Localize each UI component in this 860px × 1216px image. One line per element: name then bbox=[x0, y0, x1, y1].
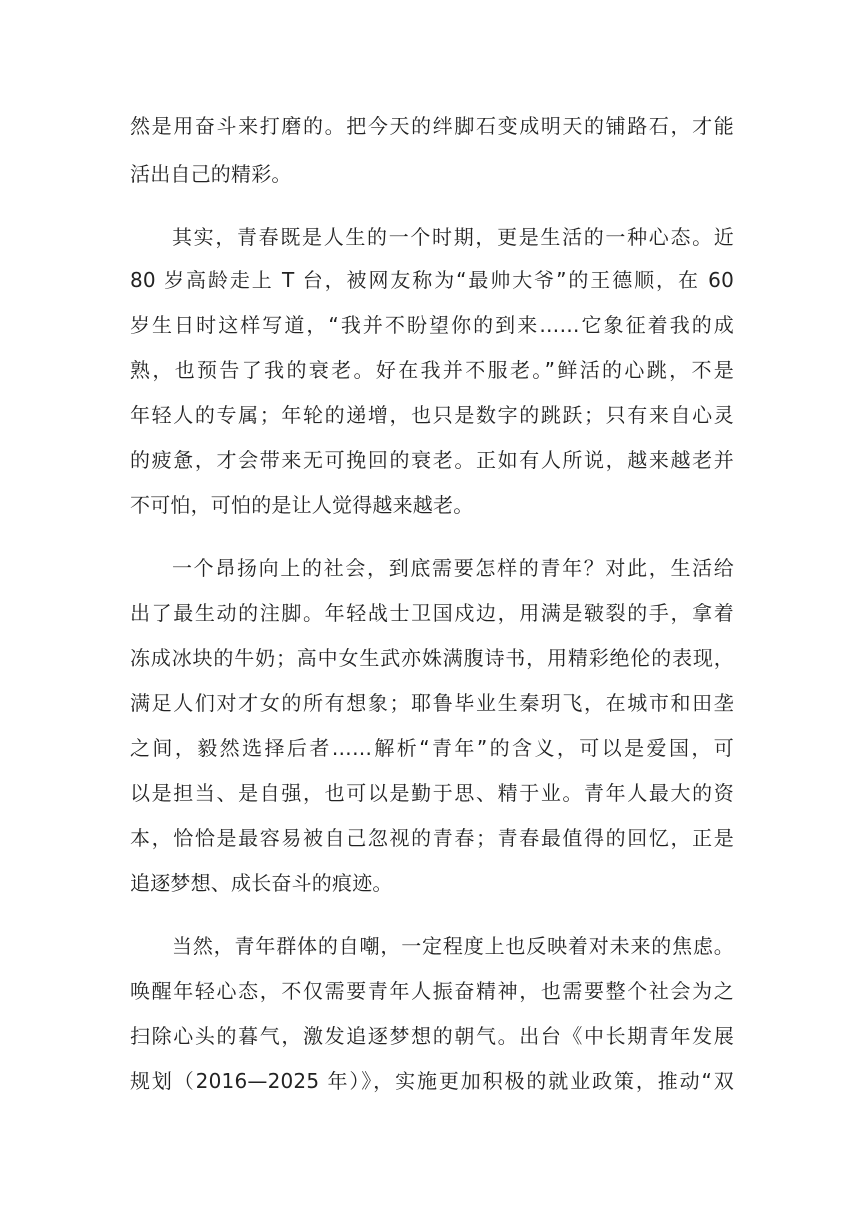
text-line: 满足人们对才女的所有想象；耶鲁毕业生秦玥飞，在城市和田垄 bbox=[130, 691, 734, 715]
text-line: 扫除心头的暮气，激发追逐梦想的朝气。出台《中长期青年发展 bbox=[130, 1024, 734, 1048]
text-line: 然是用奋斗来打磨的。把今天的绊脚石变成明天的铺路石，才能 bbox=[130, 114, 734, 138]
text-line: 冻成冰块的牛奶；高中女生武亦姝满腹诗书，用精彩绝伦的表现， bbox=[130, 646, 734, 670]
text-line: 的疲惫，才会带来无可挽回的衰老。正如有人所说，越来越老并 bbox=[130, 448, 734, 472]
text-line: 本，恰恰是最容易被自己忽视的青春；青春最值得的回忆，正是 bbox=[130, 826, 734, 850]
text-line: 以是担当、是自强，也可以是勤于思、精于业。青年人最大的资 bbox=[130, 781, 734, 805]
text-line: 年轻人的专属；年轮的递增，也只是数字的跳跃；只有来自心灵 bbox=[130, 403, 734, 427]
text-line: 熟，也预告了我的衰老。好在我并不服老。”鲜活的心跳，不是 bbox=[130, 358, 734, 382]
text-line: 追逐梦想、成长奋斗的痕迹。 bbox=[130, 871, 393, 895]
text-line: 80 岁高龄走上 T 台，被网友称为“最帅大爷”的王德顺，在 60 bbox=[130, 268, 734, 292]
text-line: 出了最生动的注脚。年轻战士卫国戍边，用满是皲裂的手，拿着 bbox=[130, 601, 734, 625]
text-line: 活出自己的精彩。 bbox=[130, 162, 292, 186]
text-line: 一个昂扬向上的社会，到底需要怎样的青年？对此，生活给 bbox=[172, 556, 734, 580]
text-line: 其实，青春既是人生的一个时期，更是生活的一种心态。近 bbox=[172, 225, 734, 249]
text-line: 不可怕，可怕的是让人觉得越来越老。 bbox=[130, 493, 474, 517]
text-line: 唤醒年轻心态，不仅需要青年人振奋精神，也需要整个社会为之 bbox=[130, 979, 734, 1003]
text-line: 当然，青年群体的自嘲，一定程度上也反映着对未来的焦虑。 bbox=[172, 934, 734, 958]
text-line: 之间，毅然选择后者……解析“青年”的含义，可以是爱国，可 bbox=[130, 736, 734, 760]
text-line: 规划（2016—2025 年）》，实施更加积极的就业政策，推动“双 bbox=[130, 1069, 734, 1093]
text-line: 岁生日时这样写道，“我并不盼望你的到来……它象征着我的成 bbox=[130, 313, 734, 337]
